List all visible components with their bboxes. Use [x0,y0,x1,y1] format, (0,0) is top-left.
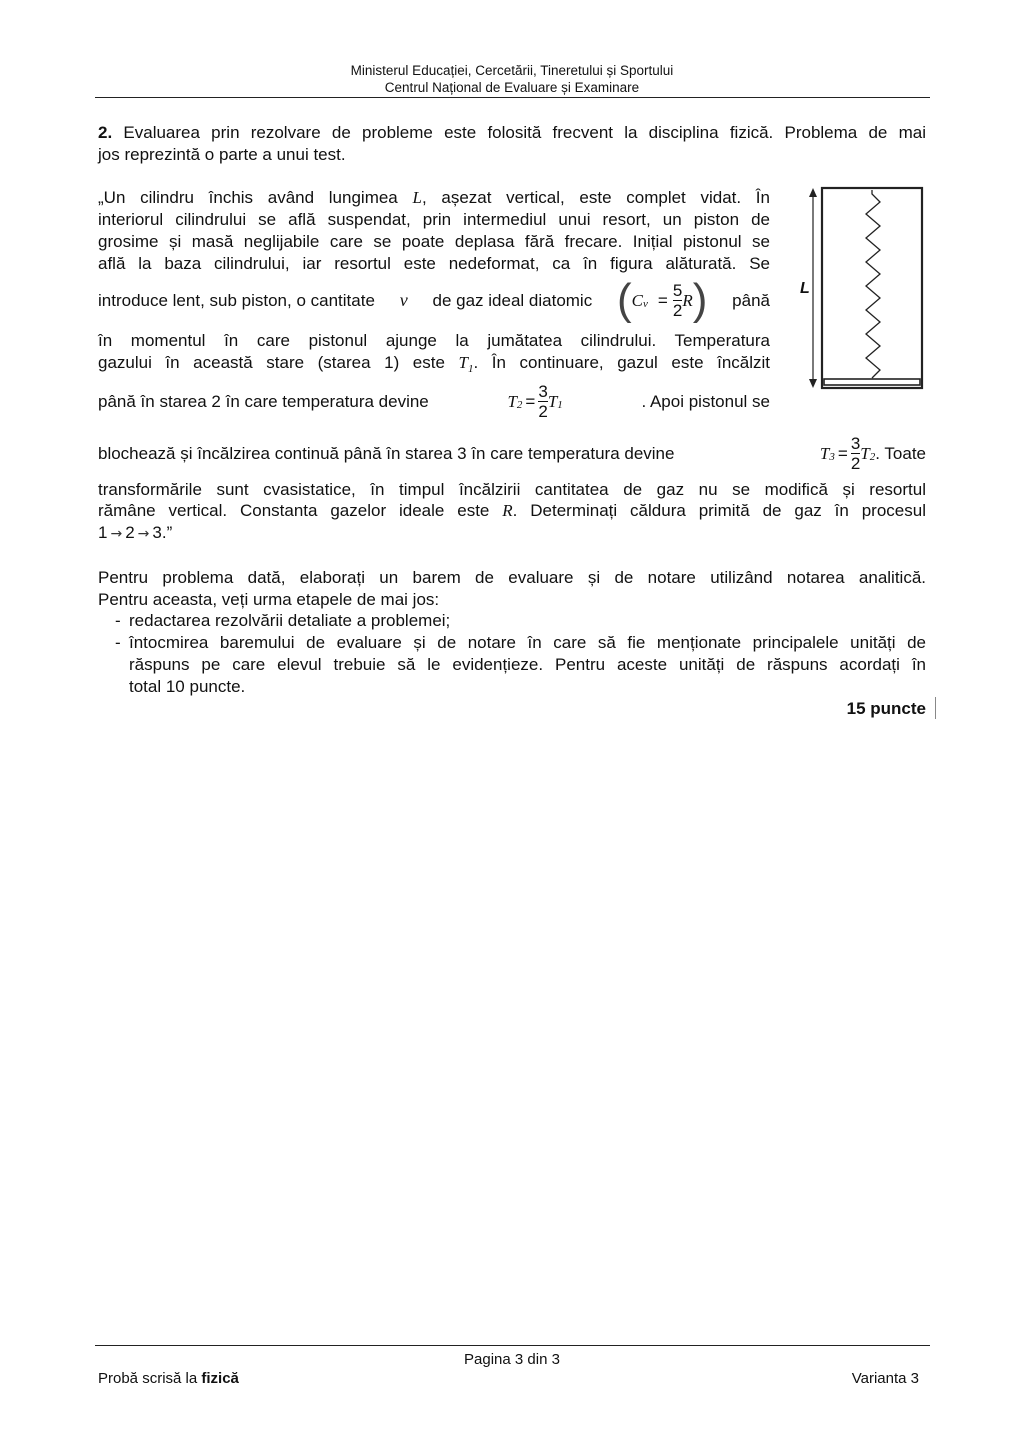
task-bullet-1-dash: - [115,611,121,630]
footer-rule [95,1345,930,1346]
problem-line-3: grosime și masă neglijabile care se poate deplasa fără frecare. Inițial pistonul se [98,232,770,251]
task-bullet-2-line-3: total 10 puncte. [129,677,246,696]
problem-line-11: rămâne vertical. Constanta gazelor ideale este R. Determinați căldura primită de gaz în procesul [98,501,926,520]
footer-subject: Probă scrisă la fizică [98,1370,239,1387]
task-bullet-2-line-1: întocmirea baremului de evaluare și de notare în care să fie menționate principalele unități de [129,633,926,652]
problem-line-12: 1 → 2 → 3.” [98,523,173,542]
points-label: 15 puncte [846,699,926,718]
temperature-formula-2: T 2 = $\frac{3}{2}$ T 1 [507,381,563,421]
heat-capacity-formula: ( C v = $\frac{5}{2}$ R ) [617,275,708,324]
task-bullet-1: redactarea rezolvării detaliate a problemei; [129,611,451,630]
header-center: Centrul Național de Evaluare și Examinare [384,80,640,95]
task-bullet-2-dash: - [115,633,121,652]
task-line-2: Pentru aceasta, veți urma etapele de mai jos: [98,590,440,609]
header-ministry: Ministerul Educației, Cercetării, Tineretului și Sportului [350,63,674,78]
task-bullet-2-line-2: răspuns pe care elevul trebuie să le evidențieze. Pentru aceste unități de răspuns acordați în [129,655,926,674]
intro-line-2: jos reprezintă o parte a unui test. [98,145,346,164]
problem-line-2: interiorul cilindrului se află suspendat, prin intermediul unui resort, un piston de [98,210,770,229]
cylinder-figure [780,180,930,395]
problem-line-8: până în starea 2 în care temperatura devine T 2 = $\frac{3}{2}$ T 1 . Apoi pistonul se [98,381,770,421]
problem-line-7: gazului în această stare (starea 1) este $T_1$. În continuare, gazul este încălzit [98,353,771,375]
temperature-formula-3: T 3 = $\frac{3}{2}$ T 2 . Toate [819,433,926,473]
footer-variant: Varianta 3 [851,1370,919,1387]
problem-line-10: transformările sunt cvasistatice, în timpul încălzirii cantitatea de gaz nu se modifică și resortul [98,480,926,499]
intro-line-1: 2. Evaluarea prin rezolvare de probleme este folosită frecvent la disciplina fizică. Problema de mai [98,123,926,142]
problem-number: 2. [98,123,113,142]
problem-line-9: blochează și încălzirea continuă până în starea 3 în care temperatura devine T 3 = $\frac{3}{2}$ T 2 . Toate [98,433,926,473]
header-rule [95,97,930,98]
length-label: L [800,280,810,297]
problem-line-1: „Un cilindru închis având lungimea L, așezat vertical, este complet vidat. În [98,188,770,207]
page-number: Pagina 3 din 3 [464,1351,560,1368]
problem-line-6: în momentul în care pistonul ajunge la jumătatea cilindrului. Temperatura [98,331,770,350]
task-line-1: Pentru problema dată, elaborați un barem de evaluare și de notare utilizând notarea analitică. [98,568,926,587]
problem-line-5: introduce lent, sub piston, o cantitate ν de gaz ideal diatomic ( C v = $\frac{5}{2}$ R ) până [98,275,770,324]
margin-mark [935,697,936,719]
problem-line-4: află la baza cilindrului, iar resortul este nedeformat, ca în figura alăturată. Se [98,254,770,273]
